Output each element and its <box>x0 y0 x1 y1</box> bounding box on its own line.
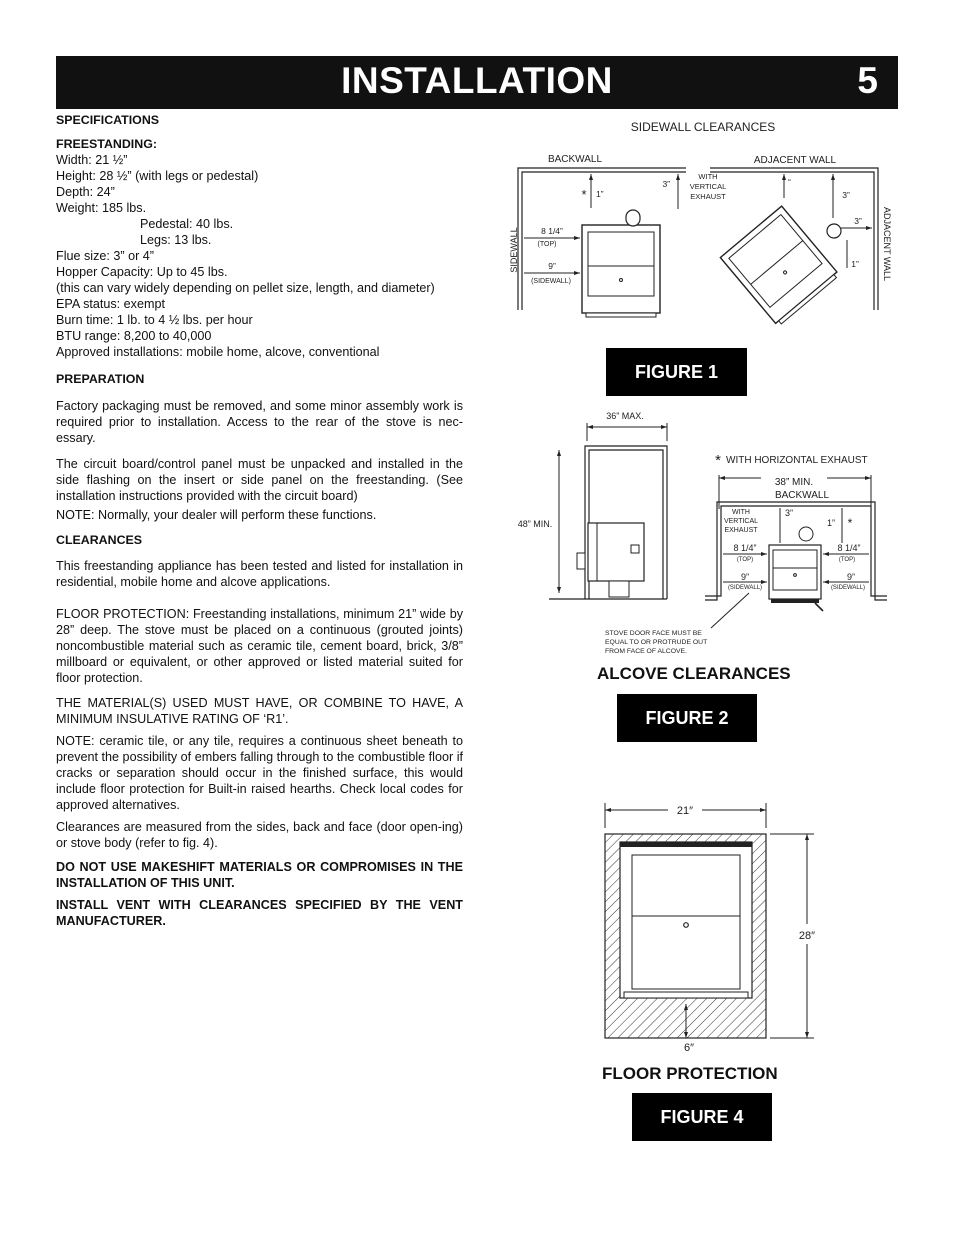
spec-line: (this can vary widely depending on pellet size, length, and diameter) <box>56 281 435 295</box>
clearances-paragraph: FLOOR PROTECTION: Freestanding installations, minimum 21” wide by 28” deep. The stove must be placed on a continuous (grouted joints) noncombustible material such as ceramic tile, cement board, brick, 3/8” millboard or equivalent, or other approved or listed material suited for floor protection. <box>56 607 463 685</box>
width-dimension: 21″ <box>676 805 694 817</box>
adjacent-wall-label: ADJACENT WALL <box>753 155 837 166</box>
clearances-paragraph: This freestanding appliance has been tested and listed for installation in residential, mobile home and alcove applications. <box>56 559 463 589</box>
backwall-min-dimension: 38” MIN. <box>774 477 814 488</box>
min-dimension: 48” MIN. <box>517 519 553 529</box>
text-column <box>56 112 463 939</box>
star-mark: * <box>581 187 587 202</box>
sidewall-label-small: (SIDEWALL) <box>531 278 571 285</box>
corner-1in-label: “ <box>788 177 791 187</box>
corner-1in-label: 1” <box>851 259 859 269</box>
door-note: FROM FACE OF ALCOVE. <box>605 648 687 655</box>
horizontal-exhaust-note: WITH HORIZONTAL EXHAUST <box>726 455 868 466</box>
preparation-paragraph: Factory packaging must be removed, and some minor assembly work is required prior to installation. Access to the rear of the stove is nec-essary. <box>56 399 463 445</box>
top-label: (TOP) <box>838 557 856 563</box>
top-label: (TOP) <box>537 241 557 248</box>
figure-2-caption: ALCOVE CLEARANCES <box>597 664 791 683</box>
clearances-heading: CLEARANCES <box>56 533 143 547</box>
stove-front-view <box>582 225 660 313</box>
corner-3in-label: 3” <box>842 190 850 200</box>
figure-1-label: FIGURE 1 <box>606 348 747 396</box>
clearances-paragraph: NOTE: ceramic tile, or any tile, requires a continuous sheet beneath to prevent the possibility of embers falling through to the combustible floor if cracks or separation should occur in the finished surface, this would include floor protection for Built-in raised hearths. Check local codes for approved alternatives. <box>56 734 463 812</box>
exhaust-pipe <box>626 210 640 226</box>
page-number: 5 <box>857 60 878 101</box>
top-label: (TOP) <box>736 557 754 563</box>
figure-4-label: FIGURE 4 <box>632 1093 772 1141</box>
backwall-label: BACKWALL <box>547 154 603 165</box>
warning-text: DO NOT USE MAKESHIFT MATERIALS OR COMPROMISES IN THE INSTALLATION OF THIS UNIT. <box>56 860 463 890</box>
stove-corner-view <box>720 206 839 326</box>
spec-line: BTU range: 8,200 to 40,000 <box>56 329 212 343</box>
figure-1-diagram <box>500 112 900 322</box>
sidewall-label-small: (SIDEWALL) <box>727 585 763 591</box>
figure-2-diagram <box>505 405 905 660</box>
with-vertical-label: VERTICAL <box>723 518 759 525</box>
stove-alcove-view <box>769 545 821 599</box>
spec-line: EPA status: exempt <box>56 297 165 311</box>
door-note: STOVE DOOR FACE MUST BE <box>605 630 702 637</box>
spec-line: Width: 21 ½” <box>56 153 128 167</box>
spec-line: Approved installations: mobile home, alcove, conventional <box>56 345 380 359</box>
clearance-3in-label: 3” <box>784 508 794 518</box>
spec-line: Height: 28 ½” (with legs or pedestal) <box>56 169 259 183</box>
max-dimension: 36” MAX. <box>606 411 644 421</box>
sidewall-dimension: 9” <box>740 572 750 582</box>
spec-line: Hopper Capacity: Up to 45 lbs. <box>56 265 228 279</box>
clearance-3in-label: 3” <box>662 179 670 189</box>
front-dimension: 6″ <box>683 1042 695 1054</box>
sidewall-label: SIDEWALL <box>509 227 519 273</box>
top-dimension: 8 1/4” <box>837 543 861 553</box>
top-dimension: 8 1/4” <box>733 543 757 553</box>
figure-1-title: SIDEWALL CLEARANCES <box>630 120 776 134</box>
depth-dimension: 28″ <box>798 930 816 942</box>
preparation-note: NOTE: Normally, your dealer will perform these functions. <box>56 508 377 522</box>
spec-line: Depth: 24” <box>56 185 115 199</box>
with-vertical-label: WITH <box>698 172 718 181</box>
with-vertical-label: VERTICAL <box>689 182 727 191</box>
specifications-heading: SPECIFICATIONS <box>56 113 160 127</box>
adjacent-wall-vertical-label: ADJACENT WALL <box>882 206 892 282</box>
spec-line-indented: Legs: 13 lbs. <box>140 233 212 247</box>
spec-line-indented: Pedestal: 40 lbs. <box>140 217 234 231</box>
preparation-heading: PREPARATION <box>56 372 145 386</box>
figure-4-caption: FLOOR PROTECTION <box>602 1064 778 1083</box>
figure-2-label: FIGURE 2 <box>617 694 757 742</box>
with-vertical-label: WITH <box>732 509 750 516</box>
with-vertical-label: EXHAUST <box>690 192 726 201</box>
page-header <box>56 56 898 109</box>
freestanding-heading: FREESTANDING: <box>56 137 157 151</box>
star-mark: * <box>847 516 853 530</box>
warning-text: INSTALL VENT WITH CLEARANCES SPECIFIED BY THE VENT MANUFACTURER. <box>56 898 463 928</box>
clearance-1in-label: 1” <box>826 518 836 528</box>
with-vertical-label: EXHAUST <box>724 527 758 534</box>
corner-3in-label: 3” <box>854 216 862 226</box>
sidewall-dimension: 9” <box>548 261 556 271</box>
clearance-1in-label: 1” <box>596 189 604 199</box>
sidewall-dimension: 9” <box>846 572 856 582</box>
preparation-paragraph: The circuit board/control panel must be unpacked and installed in the side flashing on the insert or side panel on the freestanding. (See installation instructions provided with the circuit board) <box>56 457 463 503</box>
sidewall-label-small: (SIDEWALL) <box>830 585 866 591</box>
alcove-backwall-label: BACKWALL <box>774 490 830 501</box>
star-mark: * <box>715 452 721 469</box>
clearances-paragraph: THE MATERIAL(S) USED MUST HAVE, OR COMBINE TO HAVE, A MINIMUM INSULATIVE RATING OF ‘R1’. <box>56 696 463 726</box>
figure-4-diagram <box>590 798 830 1058</box>
spec-line: Burn time: 1 lb. to 4 ½ lbs. per hour <box>56 313 253 327</box>
spec-line: Weight: 185 lbs. <box>56 201 147 215</box>
page-title: INSTALLATION <box>341 60 613 101</box>
top-dimension: 8 1/4” <box>541 226 563 236</box>
clearances-paragraph: Clearances are measured from the sides, back and face (door open-ing) or stove body (refer to fig. 4). <box>56 820 463 850</box>
door-note: EQUAL TO OR PROTRUDE OUT <box>605 639 708 646</box>
spec-line: Flue size: 3” or 4” <box>56 249 154 263</box>
